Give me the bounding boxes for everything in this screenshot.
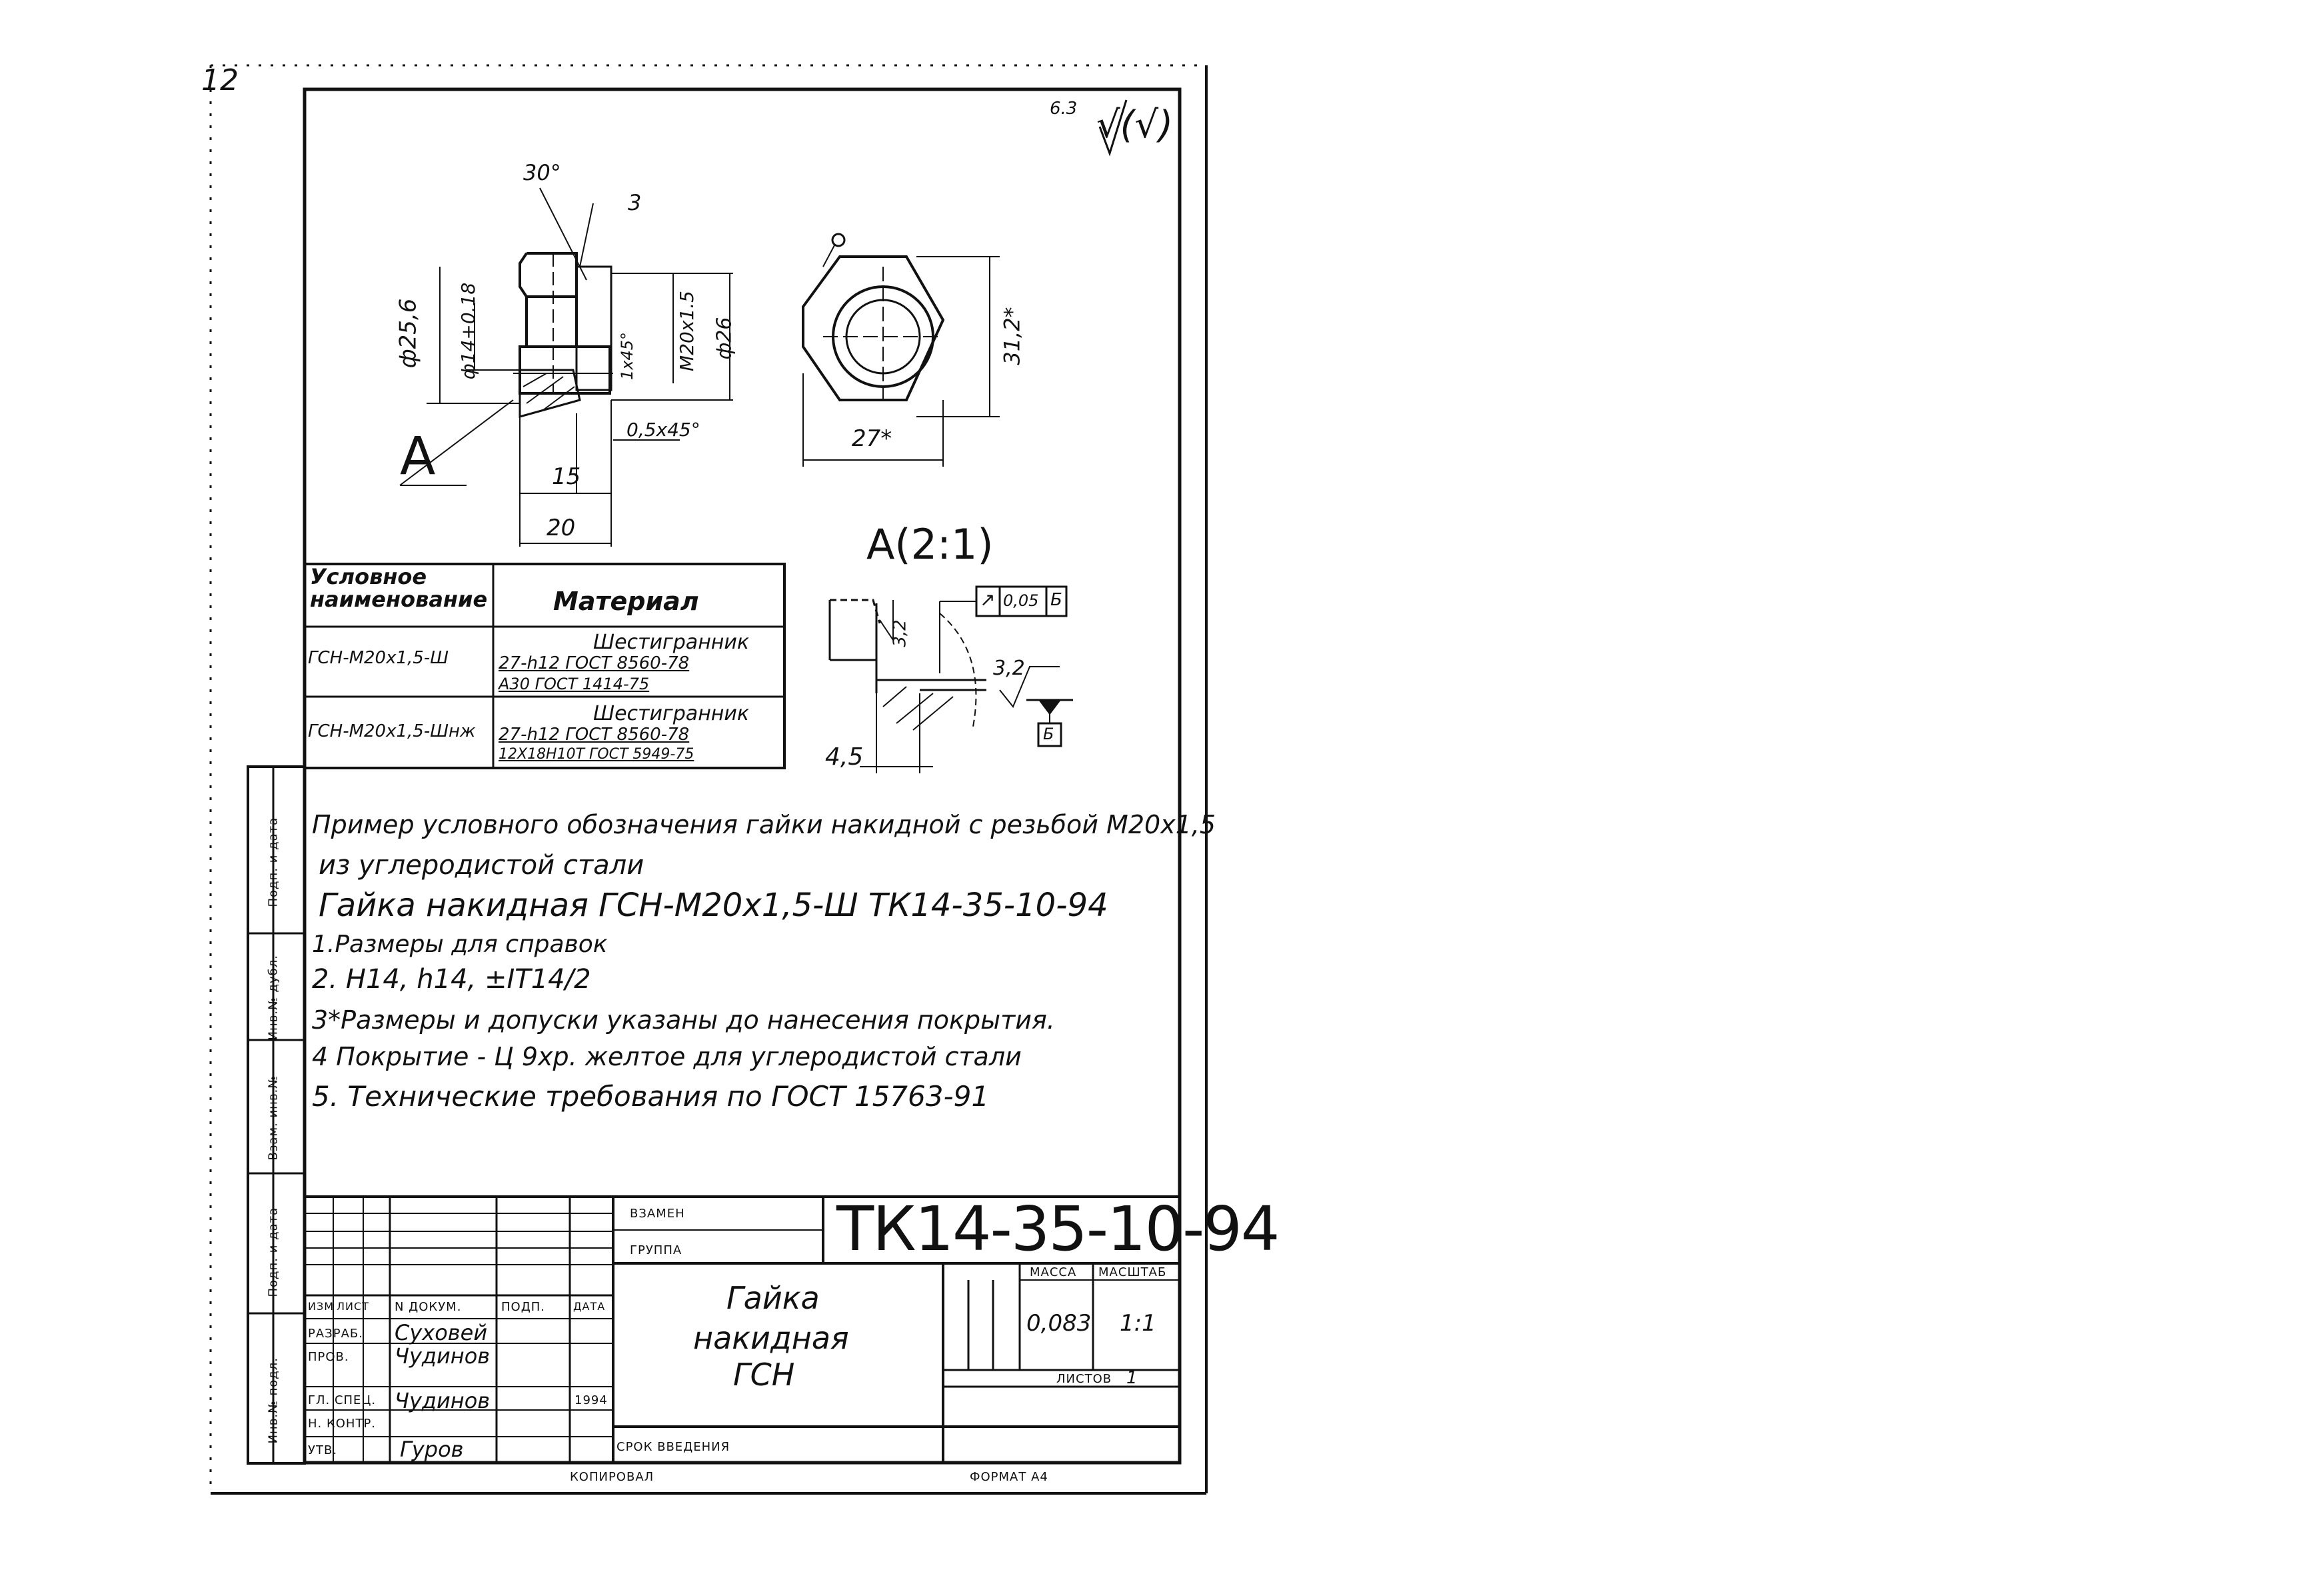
role-2: ПРОВ. — [308, 1350, 349, 1364]
table-row-2-name: ГСН-М20х1,5-Шнж — [308, 721, 476, 741]
note-line-1: Пример условного обозначения гайки накидной с резьбой М20х1,5 — [312, 810, 1216, 839]
note-3: 3*Размеры и допуски указаны до нанесения покрытия. — [312, 1005, 1055, 1035]
format-label: ФОРМАТ А4 — [970, 1470, 1048, 1484]
col-date: ДАТА — [573, 1300, 606, 1313]
dim-chamfer-2: 0,5x45° — [626, 419, 700, 441]
tol-frame-value: 0,05 — [1003, 591, 1039, 610]
table-row-1-name: ГСН-М20х1,5-Ш — [308, 648, 449, 668]
mass-value: 0,083 — [1026, 1310, 1092, 1337]
dim-hex-31: 31,2* — [999, 307, 1025, 365]
mass-label: МАССА — [1030, 1265, 1077, 1279]
note-line-2: из углеродистой стали — [319, 850, 644, 881]
side-label-2: Инв.№ дубл. — [266, 955, 281, 1041]
dim-width-3: 3 — [628, 190, 642, 215]
table-header-name: Условное наименование — [310, 564, 488, 612]
doc-number: ТК14-35-10-94 — [836, 1193, 1279, 1265]
table-row-1-material-1: Шестигранник — [593, 631, 750, 654]
note-4: 4 Покрытие - Ц 9хр. желтое для углеродистой стали — [312, 1042, 1022, 1071]
tol-frame-ref: Б — [1050, 590, 1062, 610]
role-1-name: Суховей — [395, 1320, 488, 1345]
role-5: УТВ. — [308, 1443, 338, 1457]
side-label-1: Подп. и дата — [266, 817, 281, 907]
dim-len-20: 20 — [547, 515, 576, 541]
intro-label: СРОК ВВЕДЕНИЯ — [616, 1440, 730, 1454]
dim-dia-14: ф14+0.18 — [457, 282, 480, 380]
date-value: 1994 — [575, 1393, 608, 1407]
col-izm: ИЗМ — [308, 1300, 335, 1313]
table-header-material: Материал — [553, 587, 699, 616]
role-5-name: Гуров — [400, 1437, 464, 1462]
scale-value: 1:1 — [1120, 1310, 1156, 1337]
part-name-1: Гайка — [726, 1280, 820, 1316]
datum-b: Б — [1043, 725, 1054, 743]
side-label-4: Подп. и дата — [266, 1207, 281, 1297]
table-row-1-material-2: 27-h12 ГОСТ 8560-78 — [499, 653, 690, 673]
dim-dia-26: ф26 — [712, 317, 736, 360]
role-2-name: Чудинов — [395, 1343, 491, 1369]
dim-hex-27: 27* — [852, 425, 892, 452]
note-2: 2. Н14, h14, ±IT14/2 — [312, 964, 591, 995]
dim-len-4-5: 4,5 — [825, 743, 864, 771]
replaces-label: ВЗАМЕН — [630, 1207, 685, 1221]
col-list: ЛИСТ — [337, 1300, 369, 1313]
note-designation: Гайка накидная ГСН-М20х1,5-Ш ТК14-35-10-94 — [319, 887, 1108, 924]
tol-frame-symbol: ↗ — [980, 589, 996, 611]
role-3: ГЛ. СПЕЦ. — [308, 1393, 377, 1407]
note-5: 5. Технические требования по ГОСТ 15763-91 — [312, 1080, 990, 1113]
col-sign: ПОДП. — [501, 1300, 546, 1314]
view-label-a: A — [400, 427, 436, 487]
part-name-2: накидная — [693, 1320, 849, 1356]
part-name-3: ГСН — [733, 1357, 795, 1393]
rough-32: 3,2 — [890, 619, 910, 647]
table-row-1-material-3: А30 ГОСТ 1414-75 — [499, 675, 650, 693]
side-label-5: Инв.№ подл. — [266, 1357, 281, 1444]
dim-chamfer-1: 1x45° — [618, 331, 637, 381]
table-row-2-material-3: 12Х18Н10Т ГОСТ 5949-75 — [499, 746, 694, 763]
table-row-2-material-2: 27-h12 ГОСТ 8560-78 — [499, 725, 690, 745]
table-row-2-material-1: Шестигранник — [593, 702, 750, 725]
dim-dia-25-6: ф25,6 — [395, 298, 422, 369]
copied-label: КОПИРОВАЛ — [570, 1470, 654, 1484]
dim-angle: 30° — [523, 160, 561, 185]
role-3-name: Чудинов — [395, 1388, 491, 1413]
dim-len-15: 15 — [552, 463, 581, 490]
roughness-mark: √(√) — [1096, 103, 1174, 147]
page-number: 12 — [201, 63, 239, 97]
roughness-value: 6.3 — [1050, 99, 1078, 119]
dim-thread: M20x1.5 — [675, 291, 698, 371]
sheets-value: 1 — [1126, 1368, 1138, 1388]
group-label: ГРУППА — [630, 1243, 682, 1257]
sheets-label: ЛИСТОВ — [1056, 1372, 1112, 1386]
note-1: 1.Размеры для справок — [312, 931, 608, 958]
scale-label: МАСШТАБ — [1098, 1265, 1167, 1279]
role-4: Н. КОНТР. — [308, 1417, 377, 1431]
rough-3-2: 3,2 — [993, 657, 1025, 680]
role-1: РАЗРАБ. — [308, 1327, 363, 1341]
col-doc: N ДОКУМ. — [395, 1300, 462, 1314]
side-label-3: Взам. инв.№ — [266, 1075, 281, 1161]
detail-label: A(2:1) — [866, 520, 994, 569]
